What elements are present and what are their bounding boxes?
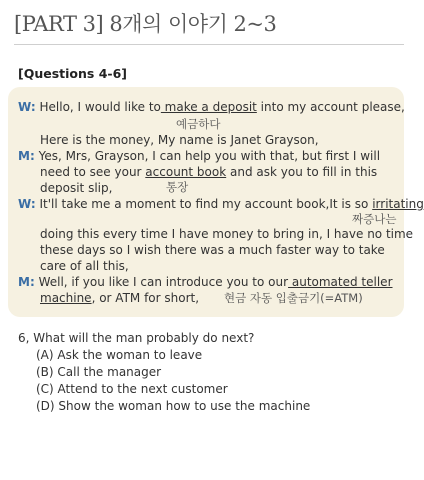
- dialogue-text: need to see your: [40, 165, 146, 179]
- option-d: (D) Show the woman how to use the machine: [36, 399, 311, 413]
- dialogue-text: It'll take me a moment to find my account book,: [39, 197, 330, 211]
- dialogue-text: Well, if you like I can introduce you to our: [38, 275, 289, 289]
- dialogue-line: care of all this,: [40, 259, 129, 273]
- page-title: [PART 3] 8개의 이야기 2~3: [14, 12, 277, 36]
- speaker-label: W:: [18, 197, 36, 211]
- dialogue-line: deposit slip,: [40, 181, 113, 195]
- dialogue-text: It is so: [329, 197, 373, 211]
- dialogue-text: , or ATM for short,: [91, 291, 200, 305]
- key-phrase: machine: [40, 291, 92, 305]
- dialogue-text: into my account please,: [256, 100, 405, 114]
- key-phrase: automated teller: [288, 275, 393, 289]
- dialogue-line: Here is the money, My name is Janet Grayson,: [40, 133, 319, 147]
- dialogue-line: [40, 164, 377, 180]
- gloss-irritating: 짜증나는: [352, 212, 397, 226]
- title-divider: [14, 44, 404, 45]
- option-c: (C) Attend to the next customer: [36, 382, 228, 396]
- speaker-label: W:: [18, 100, 36, 114]
- dialogue-line: these days so I wish there was a much faster way to take: [40, 243, 385, 257]
- dialogue-text: Yes, Mrs, Grayson, I can help you with that, but first I will: [38, 149, 381, 163]
- option-a: (A) Ask the woman to leave: [36, 348, 203, 362]
- dialogue-line: [18, 196, 424, 212]
- section-title: [Questions 4-6]: [18, 66, 127, 81]
- key-phrase: irritating: [372, 197, 424, 211]
- question-stem: 6, What will the man probably do next?: [18, 331, 255, 345]
- dialogue-line: [18, 274, 393, 290]
- dialogue-line: [40, 290, 199, 306]
- speaker-label: M:: [18, 275, 35, 289]
- dialogue-line: [18, 99, 405, 115]
- speaker-label: M:: [18, 149, 35, 163]
- dialogue-line: [18, 148, 380, 164]
- gloss-account-book: 통장: [166, 180, 189, 194]
- option-b: (B) Call the manager: [36, 365, 162, 379]
- dialogue-text: Hello, I would like to: [39, 100, 161, 114]
- dialogue-text: and ask you to fill in this: [226, 165, 378, 179]
- key-phrase: make a deposit: [160, 100, 257, 114]
- gloss-deposit: 예금하다: [176, 117, 221, 131]
- gloss-atm: 현금 자동 입출금기(=ATM): [224, 291, 363, 305]
- key-phrase: account book: [145, 165, 227, 179]
- dialogue-line: doing this every time I have money to bring in, I have no time: [40, 227, 414, 241]
